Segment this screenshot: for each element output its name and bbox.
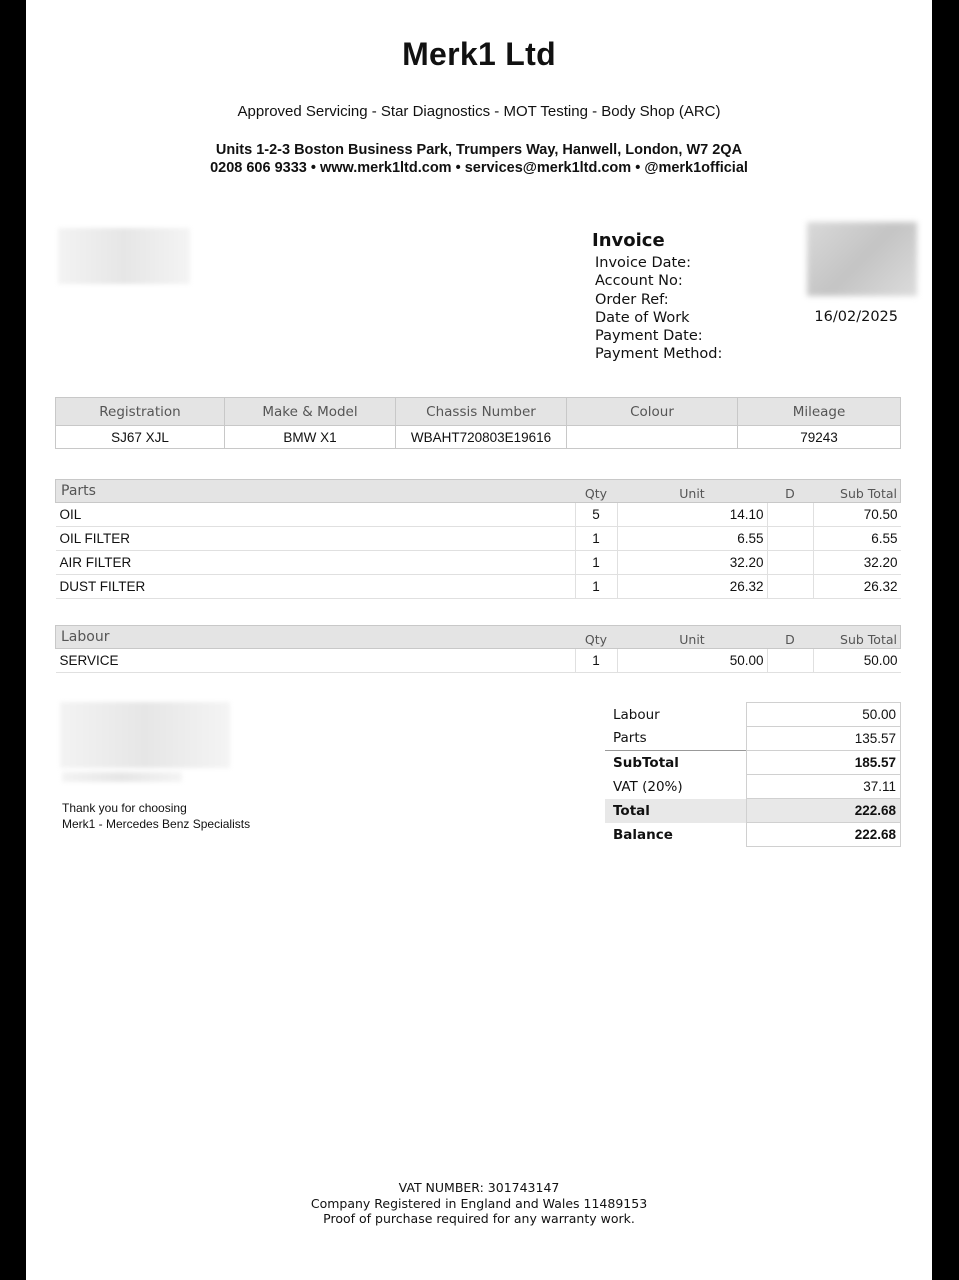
company-tagline: Approved Servicing - Star Diagnostics - MOT Testing - Body Shop (ARC) (237, 103, 721, 120)
labour-discount (767, 649, 813, 673)
labour-total-value: 50.00 (747, 703, 901, 727)
part-unit: 6.55 (617, 527, 767, 551)
subtotal-header: Sub Total (813, 626, 901, 649)
part-qty: 1 (575, 575, 617, 599)
labour-subtotal: 50.00 (813, 649, 901, 673)
thank-you-note (62, 800, 250, 832)
vehicle-table (55, 397, 901, 449)
labour-header-row (56, 626, 901, 649)
balance-label: Balance (613, 826, 673, 843)
qty-header: Qty (575, 480, 617, 503)
table-row (56, 551, 901, 575)
invoice-footer (26, 1180, 932, 1227)
thank-you-line-2: Merk1 - Mercedes Benz Specialists (62, 817, 251, 831)
labour-total-label: Labour (613, 706, 660, 723)
part-description: OIL FILTER (56, 527, 576, 551)
total-row (605, 799, 901, 823)
subtotal-header: Sub Total (813, 480, 901, 503)
redacted-text-line (62, 772, 182, 782)
part-discount (767, 575, 813, 599)
warranty-note: Proof of purchase required for any warranty work. (323, 1211, 635, 1226)
company-contact: 0208 606 9333 • www.merk1ltd.com • services@merk1ltd.com • @merk1official (210, 160, 748, 176)
redacted-invoice-values (807, 222, 917, 296)
labour-header: Labour (56, 626, 576, 649)
unit-header: Unit (617, 480, 767, 503)
balance-value: 222.68 (747, 823, 901, 847)
part-description: OIL (56, 503, 576, 527)
table-row (56, 503, 901, 527)
registration-value: SJ67 XJL (56, 426, 225, 449)
total-value: 222.68 (747, 799, 901, 823)
table-row (56, 575, 901, 599)
part-unit: 26.32 (617, 575, 767, 599)
totals-table (605, 702, 901, 847)
discount-header: D (767, 626, 813, 649)
labour-qty: 1 (575, 649, 617, 673)
qty-header: Qty (575, 626, 617, 649)
date-of-work-label: Date of Work (595, 309, 690, 326)
part-subtotal: 70.50 (813, 503, 901, 527)
part-discount (767, 503, 813, 527)
labour-unit: 50.00 (617, 649, 767, 673)
parts-total-value: 135.57 (747, 727, 901, 751)
parts-header-row (56, 480, 901, 503)
parts-total-label: Parts (613, 730, 647, 747)
date-of-work-value: 16/02/2025 (814, 309, 898, 325)
vat-number: VAT NUMBER: 301743147 (398, 1180, 560, 1195)
part-description: DUST FILTER (56, 575, 576, 599)
invoice-title: Invoice (592, 230, 665, 251)
discount-header: D (767, 480, 813, 503)
colour-value (567, 426, 738, 449)
registration-header: Registration (56, 398, 225, 426)
vat-row (605, 775, 901, 799)
vat-value: 37.11 (747, 775, 901, 799)
part-qty: 1 (575, 527, 617, 551)
redacted-logo-block (60, 702, 230, 768)
colour-header: Colour (567, 398, 738, 426)
balance-row (605, 823, 901, 847)
parts-table (55, 479, 901, 599)
payment-date-label: Payment Date: (595, 328, 703, 345)
company-name: Merk1 Ltd (402, 36, 556, 72)
part-unit: 32.20 (617, 551, 767, 575)
payment-method-label: Payment Method: (595, 346, 723, 363)
make-model-header: Make & Model (225, 398, 396, 426)
part-discount (767, 551, 813, 575)
labour-description: SERVICE (56, 649, 576, 673)
table-row (56, 649, 901, 673)
part-subtotal: 6.55 (813, 527, 901, 551)
parts-total-row (605, 727, 901, 751)
total-label: Total (605, 799, 747, 823)
subtotal-value: 185.57 (747, 751, 901, 775)
part-discount (767, 527, 813, 551)
vehicle-header-row (56, 398, 901, 426)
mileage-header: Mileage (738, 398, 901, 426)
part-unit: 14.10 (617, 503, 767, 527)
invoice-date-label: Invoice Date: (595, 255, 691, 271)
invoice-meta-labels (595, 254, 722, 364)
unit-header: Unit (617, 626, 767, 649)
chassis-value: WBAHT720803E19616 (396, 426, 567, 449)
part-subtotal: 32.20 (813, 551, 901, 575)
company-address: Units 1-2-3 Boston Business Park, Trumpers Way, Hanwell, London, W7 2QA (215, 142, 743, 158)
account-no-label: Account No: (595, 273, 683, 290)
part-subtotal: 26.32 (813, 575, 901, 599)
redacted-customer-block (58, 228, 190, 284)
mileage-value: 79243 (738, 426, 901, 449)
vehicle-value-row (56, 426, 901, 449)
thank-you-line-1: Thank you for choosing (62, 801, 187, 815)
vat-label: VAT (20%) (613, 778, 683, 795)
chassis-header: Chassis Number (396, 398, 567, 426)
subtotal-row (605, 751, 901, 775)
invoice-page (26, 0, 932, 1280)
make-model-value: BMW X1 (225, 426, 396, 449)
part-qty: 1 (575, 551, 617, 575)
labour-table (55, 625, 901, 673)
company-registration: Company Registered in England and Wales 11489153 (310, 1195, 648, 1211)
table-row (56, 527, 901, 551)
order-ref-label: Order Ref: (595, 291, 669, 308)
labour-total-row (605, 703, 901, 727)
parts-header: Parts (56, 480, 576, 503)
part-qty: 5 (575, 503, 617, 527)
subtotal-label: SubTotal (605, 751, 747, 775)
part-description: AIR FILTER (56, 551, 576, 575)
